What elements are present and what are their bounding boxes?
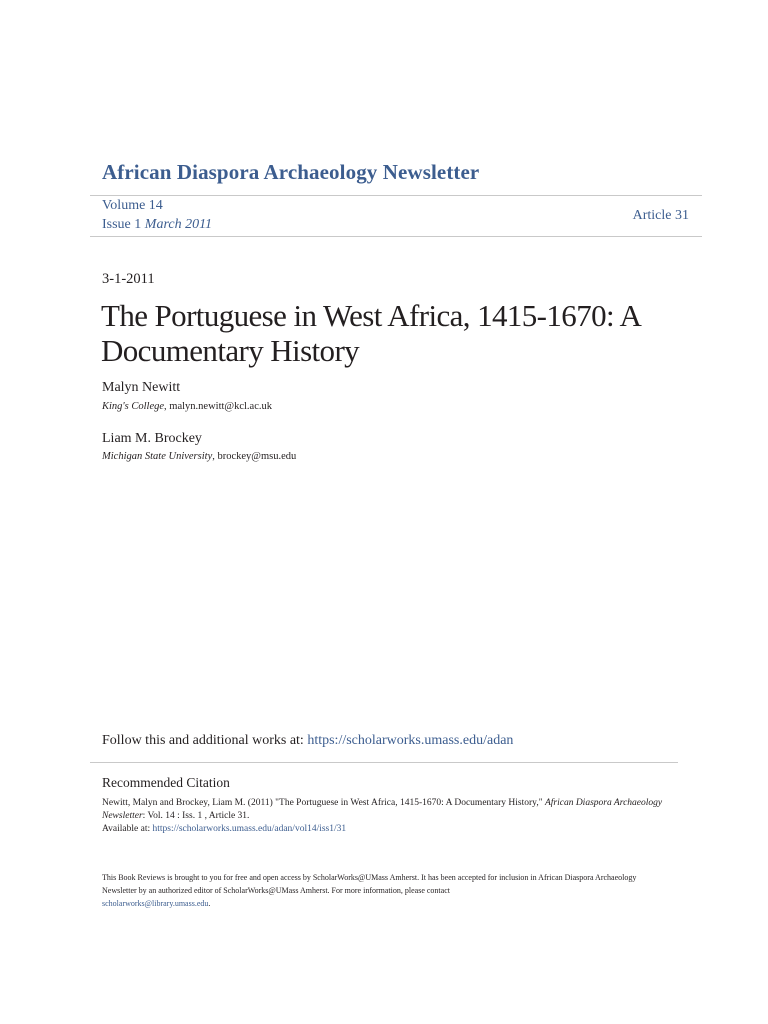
notice-text: This Book Reviews is brought to you for free and open access by ScholarWorks@UMass Amherst. It has been accepted for inclusion in African Diaspora Archaeology Newsletter by an authorized editor of ScholarWorks@UMass Amherst. For more information, please contact: [102, 873, 637, 895]
citation-journal: African Diaspora Archaeology Newsletter: [102, 798, 663, 821]
access-notice: [102, 871, 662, 910]
affiliation-institution: King's College: [102, 401, 165, 412]
author-email[interactable]: brockey@msu.edu: [217, 451, 297, 462]
author-name: Malyn Newitt: [102, 380, 181, 395]
journal-title[interactable]: African Diaspora Archaeology Newsletter: [102, 160, 480, 184]
citation-authors-title: Newitt, Malyn and Brockey, Liam M. (2011) "The Portuguese in West Africa, 1415-1670: A Documentary History,": [102, 798, 543, 808]
available-label: Available at:: [102, 824, 151, 834]
citation-heading: Recommended Citation: [102, 775, 230, 790]
notice-end: .: [208, 899, 211, 908]
citation-text: [102, 797, 682, 836]
issue-date: March 2011: [144, 217, 213, 232]
volume-link[interactable]: Volume 14: [102, 198, 163, 213]
issue-label[interactable]: Issue 1: [102, 217, 142, 232]
author-affiliation: Michigan State University, brockey@msu.edu: [102, 451, 297, 462]
follow-label: Follow this and additional works at:: [102, 733, 304, 748]
author-email[interactable]: malyn.newitt@kcl.ac.uk: [169, 401, 272, 412]
article-number[interactable]: Article 31: [632, 208, 689, 223]
author-affiliation: King's College, malyn.newitt@kcl.ac.uk: [102, 401, 272, 412]
publication-date: 3-1-2011: [102, 271, 155, 287]
paper-title: The Portuguese in West Africa, 1415-1670: A Documentary History: [101, 298, 640, 368]
citation-volume-info: : Vol. 14 : Iss. 1 , Article 31.: [142, 811, 250, 821]
author-name: Liam M. Brockey: [102, 431, 202, 446]
contact-email-link[interactable]: scholarworks@library.umass.edu: [102, 899, 209, 908]
citation-divider: [90, 762, 678, 763]
follow-line: [102, 733, 513, 749]
header-divider-top: [90, 195, 702, 196]
affiliation-institution: Michigan State University: [102, 451, 213, 462]
article-url-link[interactable]: https://scholarworks.umass.edu/adan/vol14/iss1/31: [152, 824, 347, 834]
header-divider-bottom: [90, 236, 702, 237]
issue-line[interactable]: [102, 217, 212, 233]
collection-link[interactable]: https://scholarworks.umass.edu/adan: [307, 733, 514, 748]
